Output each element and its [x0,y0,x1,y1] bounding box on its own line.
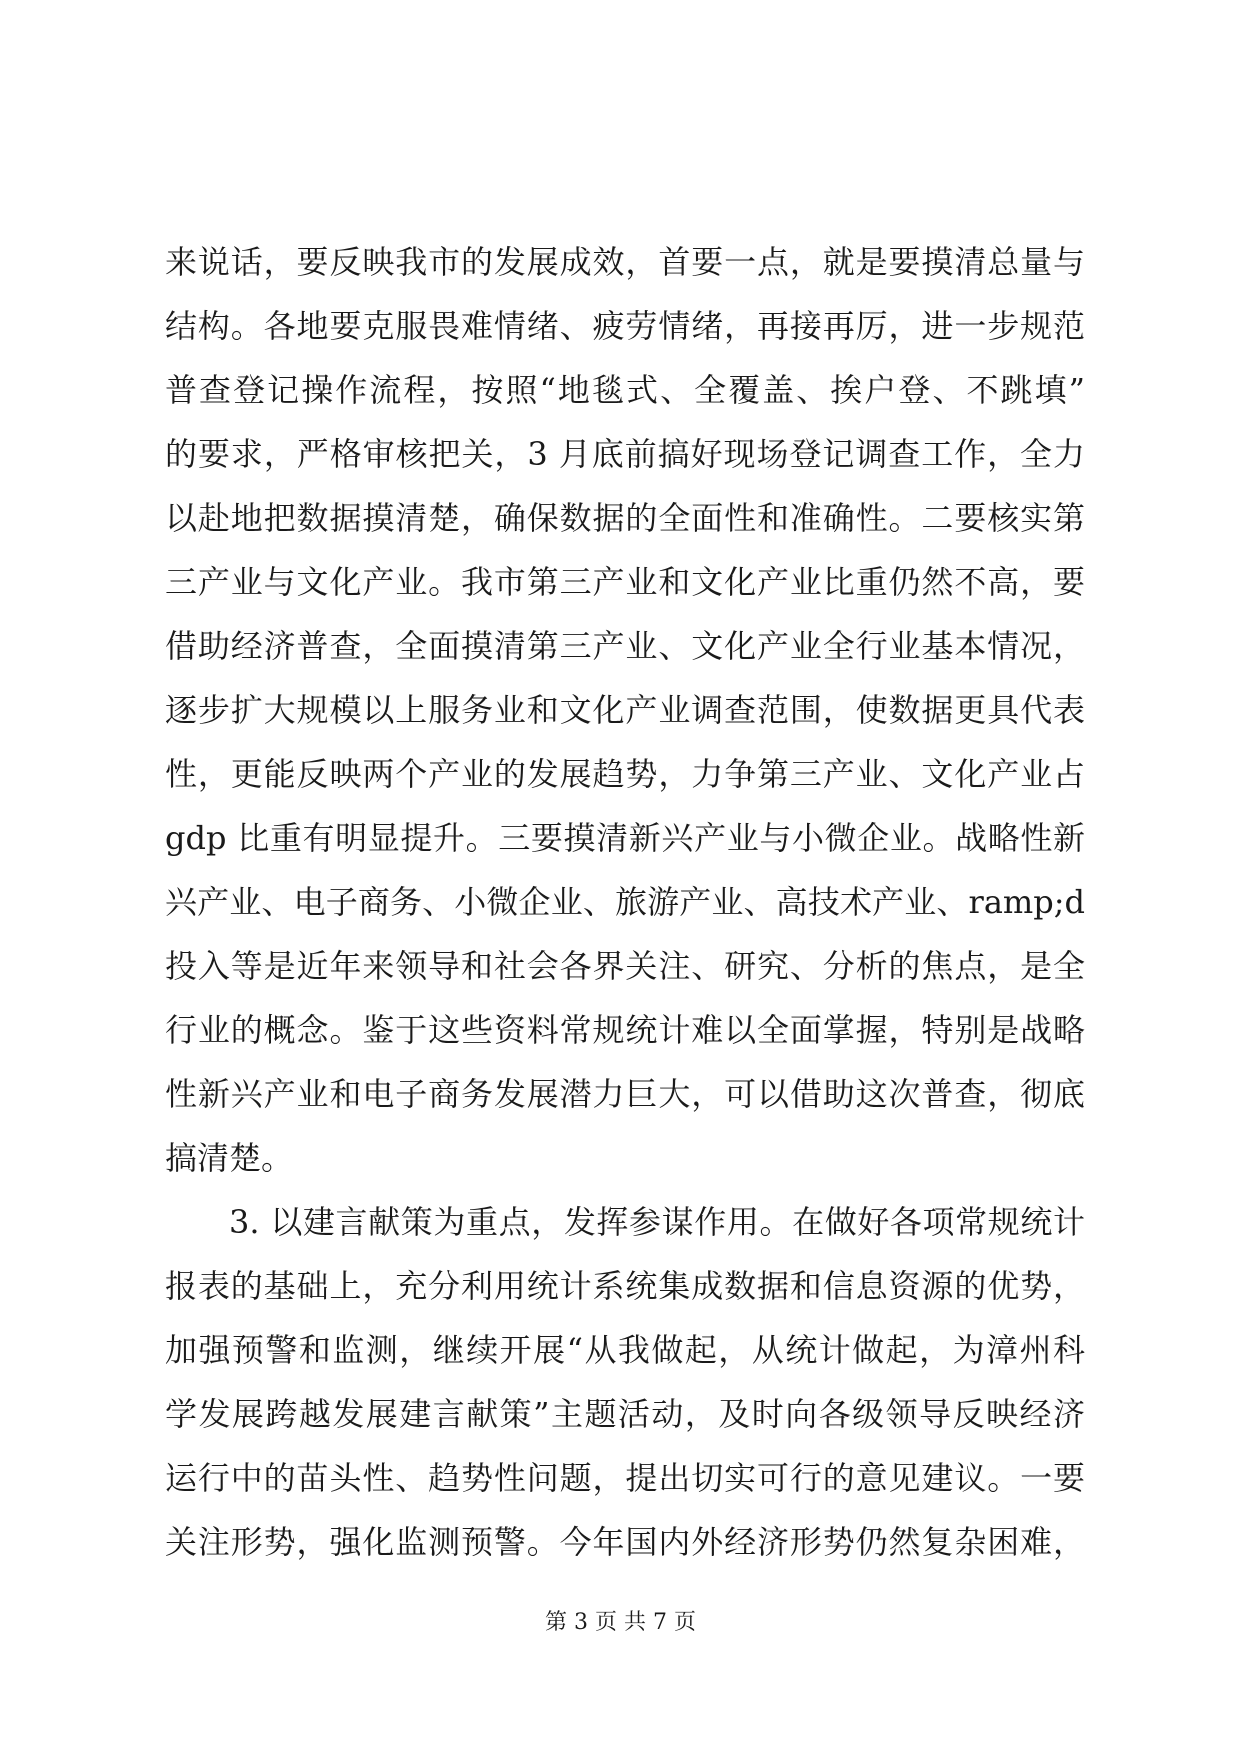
text-line: 投入等是近年来领导和社会各界关注、研究、分析的焦点，是全 [165,947,1085,985]
text-line: 来说话，要反映我市的发展成效，首要一点，就是要摸清总量与 [165,243,1085,281]
text-line: 性新兴产业和电子商务发展潜力巨大，可以借助这次普查，彻底 [165,1075,1085,1113]
text-line: 以赴地把数据摸清楚，确保数据的全面性和准确性。二要核实第 [165,499,1085,537]
text-line: 兴产业、电子商务、小微企业、旅游产业、高技术产业、ramp;d [165,883,1085,921]
text-line: 运行中的苗头性、趋势性问题，提出切实可行的意见建议。一要 [165,1459,1085,1497]
text-line: 加强预警和监测，继续开展“从我做起，从统计做起，为漳州科 [165,1331,1085,1369]
page-number-footer: 第 3 页 共 7 页 [545,1610,696,1635]
text-line: 学发展跨越发展建言献策”主题活动，及时向各级领导反映经济 [165,1395,1085,1433]
text-line: 搞清楚。 [165,1139,294,1177]
body-text [165,230,1085,1574]
text-line: 行业的概念。鉴于这些资料常规统计难以全面掌握，特别是战略 [165,1011,1085,1049]
text-line: 结构。各地要克服畏难情绪、疲劳情绪，再接再厉，进一步规范 [165,307,1085,345]
text-line: 逐步扩大规模以上服务业和文化产业调查范围，使数据更具代表 [165,691,1085,729]
text-line: 借助经济普查，全面摸清第三产业、文化产业全行业基本情况， [165,627,1085,665]
text-line: 性，更能反映两个产业的发展趋势，力争第三产业、文化产业占 [165,755,1085,793]
text-line: 关注形势，强化监测预警。今年国内外经济形势仍然复杂困难， [165,1523,1085,1561]
paragraph-start-line: 3. 以建言献策为重点，发挥参谋作用。在做好各项常规统计 [229,1203,1085,1241]
text-line: 普查登记操作流程，按照“地毯式、全覆盖、挨户登、不跳填” [165,371,1085,409]
text-line: 三产业与文化产业。我市第三产业和文化产业比重仍然不高，要 [165,563,1085,601]
text-line: 报表的基础上，充分利用统计系统集成数据和信息资源的优势， [165,1267,1085,1305]
text-line: gdp 比重有明显提升。三要摸清新兴产业与小微企业。战略性新 [165,819,1085,857]
text-line: 的要求，严格审核把关，3 月底前搞好现场登记调查工作，全力 [165,435,1085,473]
